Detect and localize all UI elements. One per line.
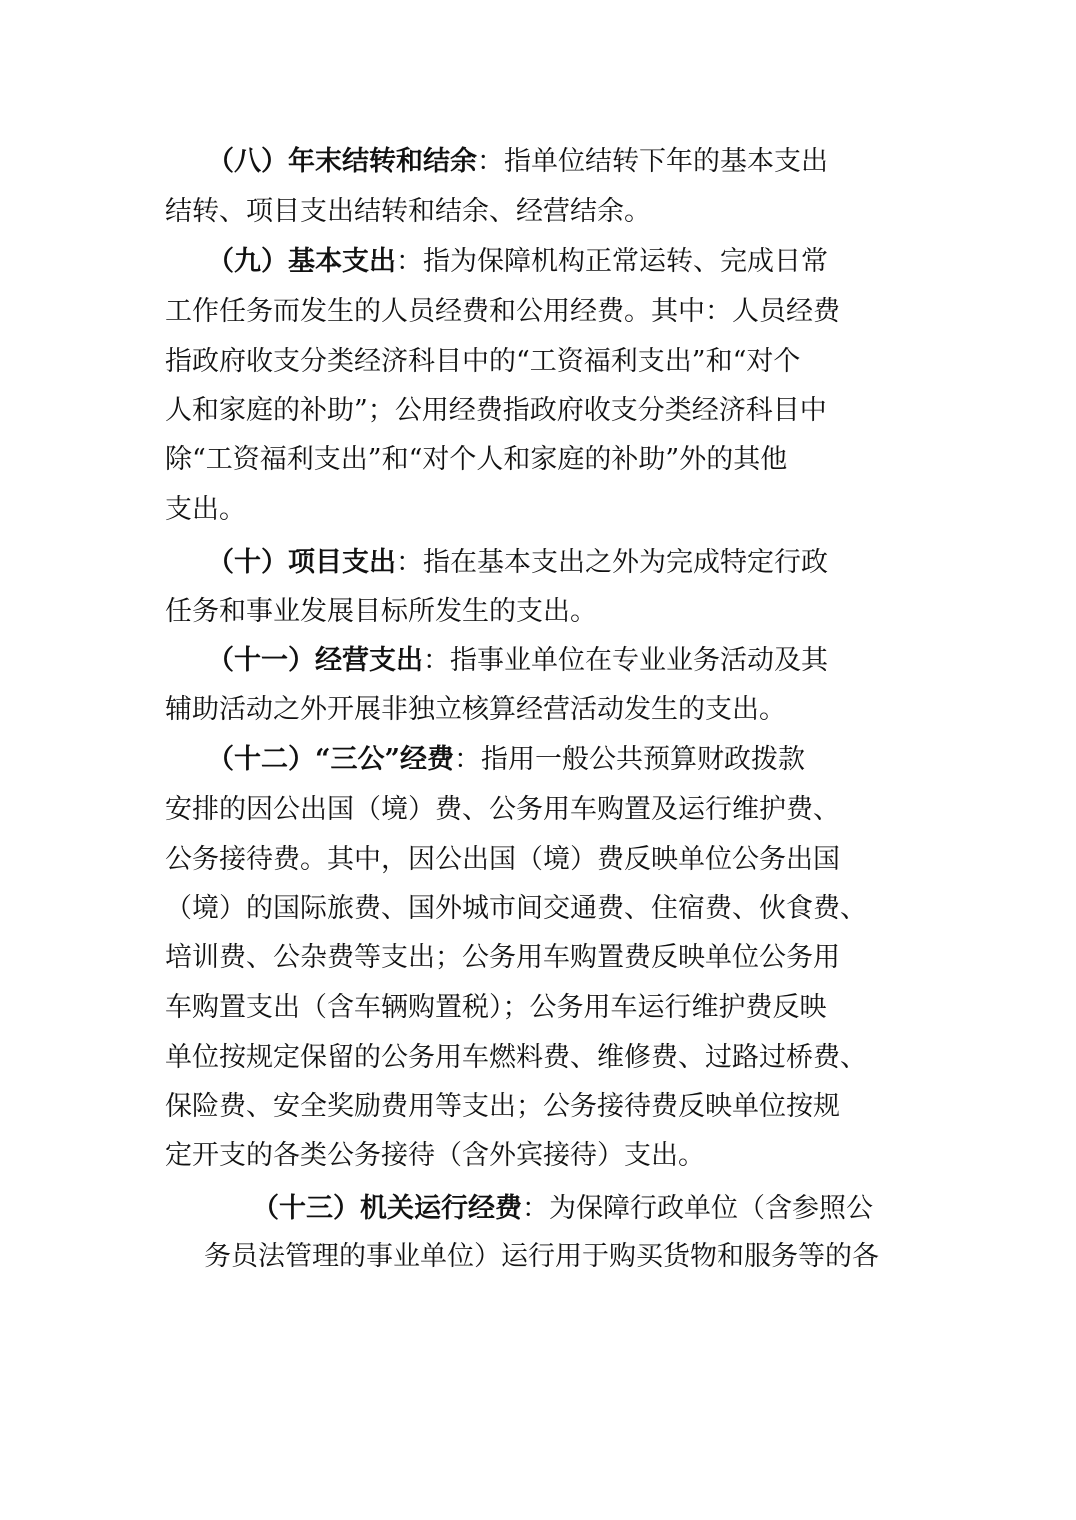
text-line bbox=[165, 941, 840, 975]
text-line bbox=[165, 892, 867, 926]
text-line bbox=[204, 1240, 879, 1274]
definition-text: 结转、项目支出结转和结余、经营结余。 bbox=[165, 196, 651, 227]
definition-text: ：指为保障机构正常运转、完成日常 bbox=[396, 246, 828, 277]
definition-text: ：为保障行政单位（含参照公 bbox=[522, 1193, 873, 1224]
definition-text: 车购置支出（含车辆购置税）；公务用车运行维护费反映 bbox=[165, 992, 827, 1023]
definition-text: 支出。 bbox=[165, 494, 246, 525]
definition-text: ：指用一般公共预算财政拨款 bbox=[454, 744, 806, 775]
text-line bbox=[165, 443, 787, 477]
definition-text: 务员法管理的事业单位）运行用于购买货物和服务等的各 bbox=[204, 1241, 879, 1272]
text-line bbox=[165, 1139, 705, 1173]
text-line bbox=[207, 145, 828, 179]
definition-text: 任务和事业发展目标所发生的支出。 bbox=[165, 596, 597, 627]
text-line bbox=[165, 195, 651, 229]
text-line bbox=[165, 1090, 840, 1124]
definition-text: 定开支的各类公务接待（含外宾接待）支出。 bbox=[165, 1140, 705, 1171]
text-line bbox=[165, 693, 786, 727]
text-line bbox=[207, 546, 828, 580]
definition-text: ：指在基本支出之外为完成特定行政 bbox=[396, 547, 828, 578]
text-line bbox=[252, 1192, 873, 1226]
term-heading: （八）年末结转和结余 bbox=[207, 146, 477, 177]
definition-text: 工作任务而发生的人员经费和公用经费。其中：人员经费 bbox=[165, 296, 840, 327]
text-line bbox=[165, 295, 840, 329]
definition-text: 安排的因公出国（境）费、公务用车购置及运行维护费、 bbox=[165, 794, 840, 825]
definition-text: 培训费、公杂费等支出；公务用车购置费反映单位公务用 bbox=[165, 942, 840, 973]
definition-text: ：指事业单位在专业业务活动及其 bbox=[423, 645, 828, 676]
definition-text: （境）的国际旅费、国外城市间交通费、住宿费、伙食费、 bbox=[165, 893, 867, 924]
definition-text: 人和家庭的补助”；公用经费指政府收支分类经济科目中 bbox=[165, 395, 827, 426]
definition-text: 单位按规定保留的公务用车燃料费、维修费、过路过桥费、 bbox=[165, 1042, 867, 1073]
term-heading: （九）基本支出 bbox=[207, 246, 396, 277]
text-line bbox=[165, 843, 840, 877]
text-line bbox=[165, 394, 827, 428]
definition-text: 除“工资福利支出”和“对个人和家庭的补助”外的其他 bbox=[165, 444, 788, 475]
text-line bbox=[207, 644, 828, 678]
text-line bbox=[207, 245, 828, 279]
definition-text: 保险费、安全奖励费用等支出；公务接待费反映单位按规 bbox=[165, 1091, 840, 1122]
text-line bbox=[165, 793, 840, 827]
text-line bbox=[207, 743, 805, 777]
definition-text: ：指单位结转下年的基本支出 bbox=[477, 146, 828, 177]
definition-text: 公务接待费。其中，因公出国（境）费反映单位公务出国 bbox=[165, 844, 840, 875]
term-heading: （十一）经营支出 bbox=[207, 645, 423, 676]
text-line bbox=[165, 493, 246, 527]
definition-text: 指政府收支分类经济科目中的“工资福利支出”和“对个 bbox=[165, 346, 801, 377]
text-line bbox=[165, 345, 800, 379]
text-line bbox=[165, 1041, 867, 1075]
term-heading: （十二）“三公”经费 bbox=[207, 744, 455, 775]
definition-text: 辅助活动之外开展非独立核算经营活动发生的支出。 bbox=[165, 694, 786, 725]
text-line bbox=[165, 595, 597, 629]
term-heading: （十）项目支出 bbox=[207, 547, 396, 578]
term-heading: （十三）机关运行经费 bbox=[252, 1193, 522, 1224]
text-line bbox=[165, 991, 827, 1025]
